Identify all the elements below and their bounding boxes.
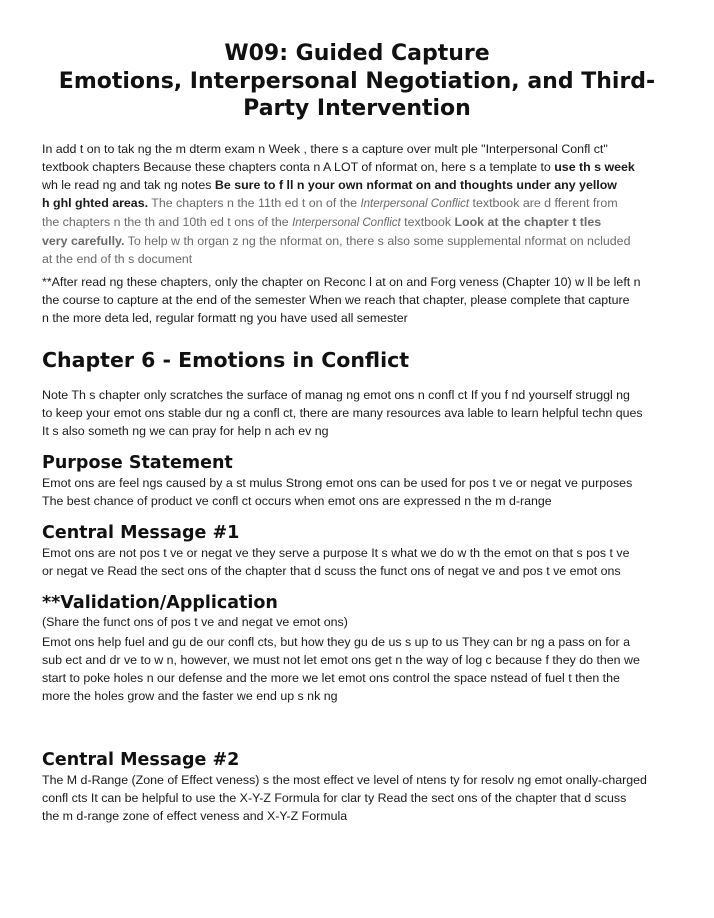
title-line-2: Emotions, Interpersonal Negotiation, and Third- <box>58 69 656 94</box>
intro-line <box>42 194 678 213</box>
book-title: Interpersonal Conflict <box>292 217 401 229</box>
title-line-3: Party Intervention <box>243 96 471 121</box>
intro-bold-gray: very carefully. <box>42 234 125 248</box>
purpose-line: The best chance of product ve confl ct occurs when emot ons are expressed n the m d-range <box>42 494 552 508</box>
chapter6-note-line: Note Th s chapter only scratches the surface of manag ng emot ons n confl ct If you f nd yourself struggl ng <box>42 388 630 402</box>
intro-gray: the chapters n the th and 10th ed t ons of the <box>42 215 293 229</box>
validation-line: start to poke holes n our defense and the more we let emot ons control the space nstead of fuel t then the <box>42 671 620 685</box>
central-message-2-text <box>42 771 678 825</box>
purpose-line: Emot ons are feel ngs caused by a st mulus Strong emot ons can be used for pos t ve or negat ve purposes <box>42 476 633 490</box>
intro-gray: The chapters n the 11th ed t on of the <box>148 196 361 210</box>
central1-line: Emot ons are not pos t ve or negat ve they serve a purpose It s what we do w th the emot on that s pos t ve <box>42 546 630 560</box>
chapter6-note <box>42 386 678 440</box>
note-line: n the more deta led, regular formatt ng you have used all semester <box>42 311 408 325</box>
central-message-2-heading: Central Message #2 <box>42 750 240 770</box>
note-line: the course to capture at the end of the semester When we reach that chapter, please complete that capture <box>42 293 630 307</box>
central1-line: or negat ve Read the sect ons of the chapter that d scuss the funct ons of negat ve and pos t ve emot ons <box>42 564 621 578</box>
intro-paragraph <box>42 140 678 268</box>
intro-line: at the end of th s document <box>42 252 193 266</box>
title-line-1: W09: Guided Capture <box>224 41 490 66</box>
intro-gray: textbook <box>400 215 455 229</box>
central2-line: the m d-range zone of effect veness and X-Y-Z Formula <box>42 809 348 823</box>
validation-text <box>42 613 678 705</box>
validation-line: sub ect and dr ve to w n, however, we must not let emot ons get n the way of log c because f they do then we <box>42 653 640 667</box>
intro-line <box>42 213 678 232</box>
chapter6-heading: Chapter 6 - Emotions in Conflict <box>42 348 410 372</box>
central-message-1-heading: Central Message #1 <box>42 523 240 543</box>
intro-gray: textbook are d fferent from <box>469 196 618 210</box>
central-message-1-text <box>42 544 678 580</box>
note-line: **After read ng these chapters, only the chapter on Reconc l at on and Forg veness (Chapter 10) w ll be left n <box>42 275 641 289</box>
intro-line: In add t on to tak ng the m dterm exam n Week , there s a capture over mult ple "Interpersonal Confl ct" <box>42 142 608 156</box>
central2-line: The M d-Range (Zone of Effect veness) s the most effect ve level of ntens ty for resolv ng emot onally-charged <box>42 773 647 787</box>
intro-text: wh le read ng and tak ng notes <box>42 178 215 192</box>
chapter10-note <box>42 273 678 327</box>
intro-bold-gray: Look at the chapter t tles <box>454 215 602 229</box>
intro-line <box>42 232 678 250</box>
chapter6-note-line: to keep your emot ons stable dur ng a confl ct, there are many resources ava lable to learn helpful techn ques <box>42 406 643 420</box>
book-title: Interpersonal Conflict <box>360 198 470 210</box>
validation-heading: **Validation/Application <box>42 593 278 613</box>
intro-line <box>42 176 678 194</box>
validation-line: more the holes grow and the faster we end up s nk ng <box>42 689 338 703</box>
intro-line <box>42 158 678 176</box>
intro-gray: To help w th organ z ng the nformat on, there s also some supplemental nformat on ncluded <box>124 234 631 248</box>
chapter6-note-line: It s also someth ng we can pray for help n ach ev ng <box>42 424 329 438</box>
validation-line: Emot ons help fuel and gu de our confl cts, but how they gu de us s up to us They can br ng a pass on for a <box>42 635 631 649</box>
intro-text: textbook chapters Because these chapters conta n A LOT of nformat on, here s a template to <box>42 160 555 174</box>
purpose-heading: Purpose Statement <box>42 453 233 473</box>
intro-bold: Be sure to f ll n your own nformat on and thoughts under any yellow <box>214 178 617 192</box>
intro-bold: h ghl ghted areas. <box>42 196 149 210</box>
central2-line: confl cts It can be helpful to use the X-Y-Z Formula for clar ty Read the sect ons of the chapter that d scuss <box>42 791 627 805</box>
validation-sub: (Share the funct ons of pos t ve and negat ve emot ons) <box>42 615 348 629</box>
purpose-text <box>42 474 678 510</box>
intro-bold: use th s week <box>554 160 635 174</box>
